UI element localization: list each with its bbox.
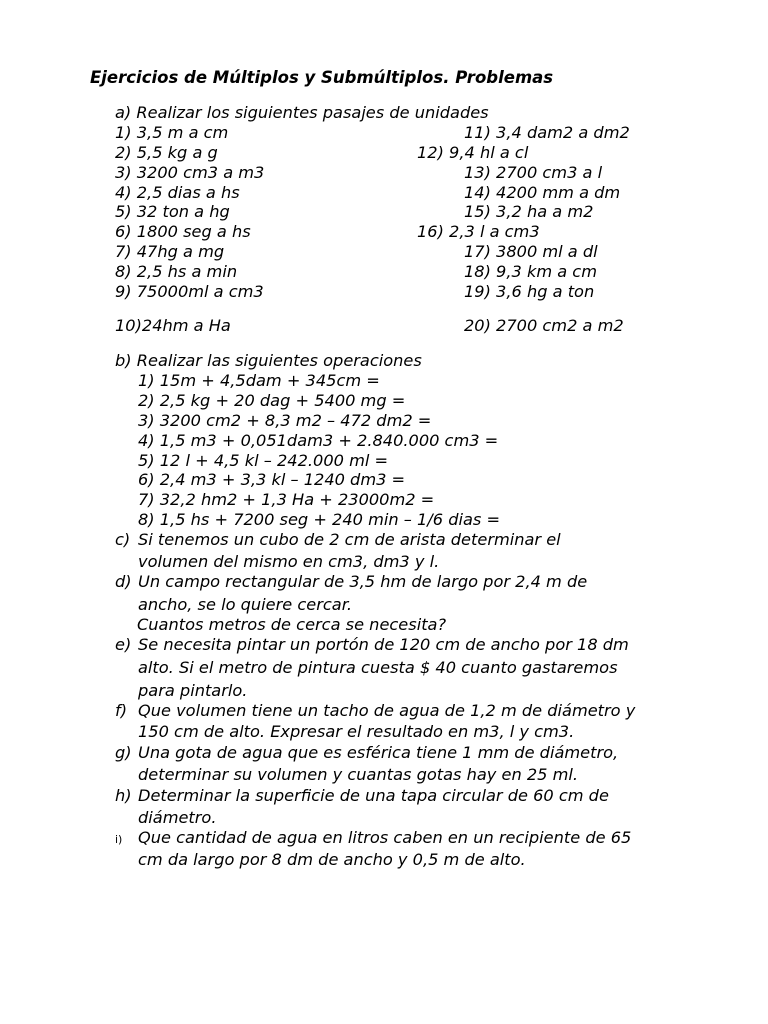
- list-item: 7) 47hg a mg: [115, 242, 225, 261]
- problem-c-text: volumen del mismo en cm3, dm3 y l.: [138, 552, 440, 571]
- section-b-heading: b) Realizar las siguientes operaciones: [115, 351, 422, 370]
- list-item: 7) 32,2 hm2 + 1,3 Ha + 23000m2 =: [138, 490, 435, 509]
- problem-h-text: diámetro.: [138, 808, 217, 827]
- problem-e-label: e): [115, 635, 132, 654]
- list-item: 4) 1,5 m3 + 0,051dam3 + 2.840.000 cm3 =: [138, 431, 499, 450]
- problem-h-text: Determinar la superficie de una tapa circular de 60 cm de: [138, 786, 609, 805]
- list-item: 11) 3,4 dam2 a dm2: [464, 123, 630, 142]
- list-item: 3) 3200 cm2 + 8,3 m2 – 472 dm2 =: [138, 411, 432, 430]
- problem-e-text: Se necesita pintar un portón de 120 cm de ancho por 18 dm: [138, 635, 629, 654]
- list-item: 17) 3800 ml a dl: [464, 242, 598, 261]
- list-item: 9) 75000ml a cm3: [115, 282, 264, 301]
- list-item: 5) 32 ton a hg: [115, 202, 230, 221]
- list-item: 2) 5,5 kg a g: [115, 143, 218, 162]
- list-item: 2) 2,5 kg + 20 dag + 5400 mg =: [138, 391, 406, 410]
- list-item: 20) 2700 cm2 a m2: [464, 316, 624, 335]
- list-item: 6) 1800 seg a hs: [115, 222, 251, 241]
- list-item: 3) 3200 cm3 a m3: [115, 163, 265, 182]
- list-item: 1) 3,5 m a cm: [115, 123, 229, 142]
- list-item: 4) 2,5 dias a hs: [115, 183, 240, 202]
- problem-d-question: Cuantos metros de cerca se necesita?: [137, 615, 447, 634]
- problem-g-text: Una gota de agua que es esférica tiene 1 mm de diámetro,: [138, 743, 619, 762]
- problem-i-text: Que cantidad de agua en litros caben en un recipiente de 65: [138, 828, 632, 847]
- problem-d-text: Un campo rectangular de 3,5 hm de largo por 2,4 m de: [138, 572, 588, 591]
- problem-d-text: ancho, se lo quiere cercar.: [138, 595, 353, 614]
- problem-g-label: g): [115, 743, 132, 762]
- list-item: 1) 15m + 4,5dam + 345cm =: [138, 371, 380, 390]
- problem-f-label: f): [115, 701, 128, 720]
- problem-c-label: c): [115, 530, 131, 549]
- problem-h-label: h): [115, 786, 132, 805]
- problem-f-text: 150 cm de alto. Expresar el resultado en m3, l y cm3.: [138, 722, 575, 741]
- problem-g-text: determinar su volumen y cuantas gotas hay en 25 ml.: [138, 765, 579, 784]
- list-item: 14) 4200 mm a dm: [464, 183, 621, 202]
- list-item: 19) 3,6 hg a ton: [464, 282, 595, 301]
- problem-i-text: cm da largo por 8 dm de ancho y 0,5 m de alto.: [138, 850, 526, 869]
- list-item: 8) 1,5 hs + 7200 seg + 240 min – 1/6 dias =: [138, 510, 501, 529]
- problem-e-text: para pintarlo.: [138, 681, 248, 700]
- problem-f-text: Que volumen tiene un tacho de agua de 1,2 m de diámetro y: [138, 701, 636, 720]
- section-a-heading: a) Realizar los siguientes pasajes de unidades: [115, 103, 489, 122]
- problem-e-text: alto. Si el metro de pintura cuesta $ 40 cuanto gastaremos: [138, 658, 618, 677]
- list-item: 16) 2,3 l a cm3: [417, 222, 540, 241]
- list-item: 8) 2,5 hs a min: [115, 262, 238, 281]
- list-item: 13) 2700 cm3 a l: [464, 163, 603, 182]
- list-item: 5) 12 l + 4,5 kl – 242.000 ml =: [138, 451, 389, 470]
- list-item: 10)24hm a Ha: [115, 316, 231, 335]
- list-item: 15) 3,2 ha a m2: [464, 202, 594, 221]
- list-item: 12) 9,4 hl a cl: [417, 143, 529, 162]
- list-item: 6) 2,4 m3 + 3,3 kl – 1240 dm3 =: [138, 470, 406, 489]
- problem-d-label: d): [115, 572, 132, 591]
- page-title: Ejercicios de Múltiplos y Submúltiplos. Problemas: [90, 68, 554, 87]
- problem-i-label: i): [115, 833, 123, 846]
- list-item: 18) 9,3 km a cm: [464, 262, 597, 281]
- problem-c-text: Si tenemos un cubo de 2 cm de arista determinar el: [138, 530, 561, 549]
